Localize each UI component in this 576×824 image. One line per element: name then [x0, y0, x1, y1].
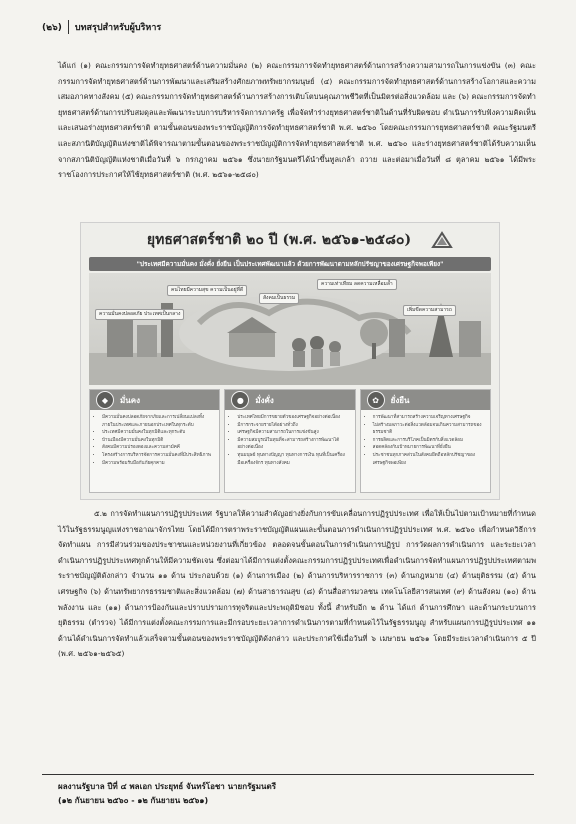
footer-line-2: (๑๒ กันยายน ๒๕๖๐ - ๑๒ กันยายน ๒๕๖๑) [58, 796, 209, 805]
list-item: • มีความสมบูรณ์ในทุนที่จะสามารถสร้างการพัฒนาได้อย่างต่อเนื่อง [237, 437, 348, 452]
pillar-title: ยั่งยืน [390, 395, 410, 405]
list-item: • การผลิตและการบริโภคเป็นมิตรกับสิ่งแวดล้อม [373, 437, 484, 445]
pillar-title: มั่งคั่ง [255, 395, 274, 405]
tricolour-triangle-icon [431, 231, 453, 249]
page-footer [58, 780, 528, 808]
scene-illustration [89, 273, 491, 385]
pillar-title: มั่นคง [120, 395, 140, 405]
strategy-pillars [89, 389, 491, 493]
scene-label: ความมั่นคงปลอดภัย ประเทศเป็นกลาง [95, 309, 184, 320]
list-item: • เศรษฐกิจมีความสามารถในการแข่งขันสูง [237, 429, 348, 437]
vision-ribbon: "ประเทศมีความมั่นคง มั่งคั่ง ยั่งยืน เป็นประเทศพัฒนาแล้ว ด้วยการพัฒนาตามหลักปรัชญาของเศรษฐกิจพอเพียง" [89, 257, 491, 271]
list-item: • ประเทศมีความมั่นคงในทุกมิติและทุกระดับ [102, 429, 213, 437]
list-item: • ประชาชนทุกภาคส่วนในสังคมยึดถือหลักปรัชญาของเศรษฐกิจพอเพียง [373, 452, 484, 467]
national-strategy-infographic [80, 222, 500, 500]
wealth-icon: ● [231, 391, 249, 409]
scene-label: คนไทยมีความสุข ความเป็นอยู่ที่ดี [167, 285, 247, 296]
leaf-icon: ✿ [367, 391, 385, 409]
scene-label: เพิ่มขีดความสามารถ [403, 305, 456, 316]
pillar-security [89, 389, 220, 493]
list-item: • สังคมมีความปรองดองและความสามัคคี [102, 444, 213, 452]
list-item: • มีการกระจายรายได้อย่างทั่วถึง [237, 422, 348, 430]
list-item: • สอดคล้องกับเป้าหมายการพัฒนาที่ยั่งยืน [373, 444, 484, 452]
list-item: • ประเทศไทยมีการขยายตัวของเศรษฐกิจอย่างต่อเนื่อง [237, 414, 348, 422]
paragraph-committees: ได้แก่ (๑) คณะกรรมการจัดทำยุทธศาสตร์ด้านความมั่นคง (๒) คณะกรรมการจัดทำยุทธศาสตร์ด้านการสร้างความสามารถในการแข่งขัน (๓) คณะกรรมการจัดทำยุทธศาสตร์ด้านการพัฒนาและเสริมสร้างศักยภาพทรัพยากรมนุษย์ (๔) คณะกรรมการจัดทำยุทธศาสตร์ด้านการสร้างโอกาสและความเสมอภาคทางสังคม (๕) คณะกรรมการจัดทำยุทธศาสตร์ด้านการสร้างการเติบโตบนคุณภาพชีวิตที่เป็นมิตรต่อสิ่งแวดล้อม และ (๖) คณะกรรมการจัดทำยุทธศาสตร์ด้านการปรับสมดุลและพัฒนาระบบการบริหารจัดการภาครัฐ เพื่อจัดทำร่างยุทธศาสตร์ชาติในด้านที่รับผิดชอบ ดำเนินการรับฟังความคิดเห็น และเสนอร่างยุทธศาสตร์ชาติ ตามขั้นตอนของพระราชบัญญัติการจัดทำยุทธศาสตร์ชาติ พ.ศ. ๒๕๖๐ โดยคณะกรรมการยุทธศาสตร์ชาติ คณะรัฐมนตรี และสภานิติบัญญัติแห่งชาติได้พิจารณาตามขั้นตอนของพระราชบัญญัติการจัดทำยุทธศาสตร์ชาติ พ.ศ. ๒๕๖๐ และร่างยุทธศาสตร์ชาติได้รับความเห็นจากสภานิติบัญญัติแห่งชาติเมื่อวันที่ ๖ กรกฎาคม ๒๕๖๑ ซึ่งนายกรัฐมนตรีได้นำขึ้นทูลเกล้า ถวาย และต่อมาเมื่อวันที่ ๘ ตุลาคม ๒๕๖๑ ได้มีพระราชโองการประกาศให้ใช้ยุทธศาสตร์ชาติ (พ.ศ. ๒๕๖๑-๒๕๘๐) [58, 61, 536, 180]
infographic-title: ยุทธศาสตร์ชาติ ๒๐ ปี (พ.ศ. ๒๕๖๑-๒๕๘๐) [146, 232, 412, 248]
page-number: (๒๖) [42, 23, 62, 33]
list-item: • โครงสร้างการบริหารจัดการความมั่นคงที่มีประสิทธิภาพ [102, 452, 213, 460]
list-item: • ไม่สร้างมลภาวะต่อสิ่งแวดล้อมจนเกินความสามารถของธรรมชาติ [373, 422, 484, 437]
list-item: • มีความมั่นคงปลอดภัยจากภัยและการเปลี่ยนแปลงทั้งภายในประเทศและภายนอกประเทศในทุกระดับ [102, 414, 213, 429]
footer-divider [42, 774, 534, 775]
running-title: บทสรุปสำหรับผู้บริหาร [74, 23, 162, 33]
list-item: • บ้านเมืองมีความมั่นคงในทุกมิติ [102, 437, 213, 445]
page-header [42, 16, 534, 38]
scene-label: สังคมเป็นธรรม [259, 293, 299, 304]
paragraph-reform-plans: ๕.๒ การจัดทำแผนการปฏิรูปประเทศ รัฐบาลให้ความสำคัญอย่างยิ่งกับการขับเคลื่อนการปฏิรูปประเทศ เพื่อให้เป็นไปตามเป้าหมายที่กำหนดไว้ในรัฐธรรมนูญแห่งราชอาณาจักรไทย โดยได้มีการตราพระราชบัญญัติแผนและขั้นตอนการดำเนินการปฏิรูปประเทศ พ.ศ. ๒๕๖๐ เพื่อกำหนดวิธีการจัดทำแผน การมีส่วนร่วมของประชาชนและหน่วยงานที่เกี่ยวข้อง ตลอดจนขั้นตอนในการดำเนินการปฏิรูป การวัดผลการดำเนินการ และระยะเวลาดำเนินการปฏิรูปประเทศทุกด้านให้มีความชัดเจน ซึ่งต่อมาได้มีการแต่งตั้งคณะกรรมการปฏิรูปประเทศเพื่อดำเนินการจัดทำแผนการปฏิรูปประเทศตามพระราชบัญญัติดังกล่าว จำนวน ๑๑ ด้าน ประกอบด้วย (๑) ด้านการเมือง (๒) ด้านการบริหารราชการ (๓) ด้านกฎหมาย (๔) ด้านยุติธรรม (๕) ด้านเศรษฐกิจ (๖) ด้านทรัพยากรธรรมชาติและสิ่งแวดล้อม (๗) ด้านสาธารณสุข (๘) ด้านสื่อสารมวลชน เทคโนโลยีสารสนเทศ (๙) ด้านสังคม (๑๐) ด้านพลังงาน และ (๑๑) ด้านการป้องกันและปราบปรามการทุจริตและประพฤติมิชอบ ทั้งนี้ สำหรับอีก ๒ ด้าน ได้แก่ ด้านการศึกษา และด้านกระบวนการยุติธรรม (ตำรวจ) ได้มีการแต่งตั้งคณะกรรมการและมีกรอบระยะเวลาการดำเนินการตามที่กำหนดไว้ในรัฐธรรมนูญ สำหรับแผนการปฏิรูปประเทศ ๑๑ ด้านได้ดำเนินการจัดทำแล้วเสร็จตามขั้นตอนของพระราชบัญญัติดังกล่าว และประกาศใช้เมื่อวันที่ ๖ เมษายน ๒๕๖๑ โดยมีระยะเวลาดำเนินการ ๕ ปี (พ.ศ. ๒๕๖๑-๒๕๖๕) [58, 509, 536, 659]
list-item: • การพัฒนาที่สามารถสร้างความเจริญทางเศรษฐกิจ [373, 414, 484, 422]
list-item: • ทุนมนุษย์ ทุนทางปัญญา ทุนทางการเงิน ทุนที่เป็นเครื่องมือเครื่องจักร ทุนทางสังคม [237, 452, 348, 467]
pillar-wealth [224, 389, 355, 493]
scene-label: ความเท่าเทียม ลดความเหลื่อมล้ำ [317, 279, 397, 290]
header-divider [68, 20, 69, 34]
footer-line-1: ผลงานรัฐบาล ปีที่ ๔ พลเอก ประยุทธ์ จันทร์โอชา นายกรัฐมนตรี [58, 782, 277, 791]
list-item: • มีความพร้อมรับมือกับภัยคุกคาม [102, 460, 213, 468]
pillar-sustainability [360, 389, 491, 493]
illustration-scene [89, 273, 491, 385]
shield-icon: ◆ [96, 391, 114, 409]
